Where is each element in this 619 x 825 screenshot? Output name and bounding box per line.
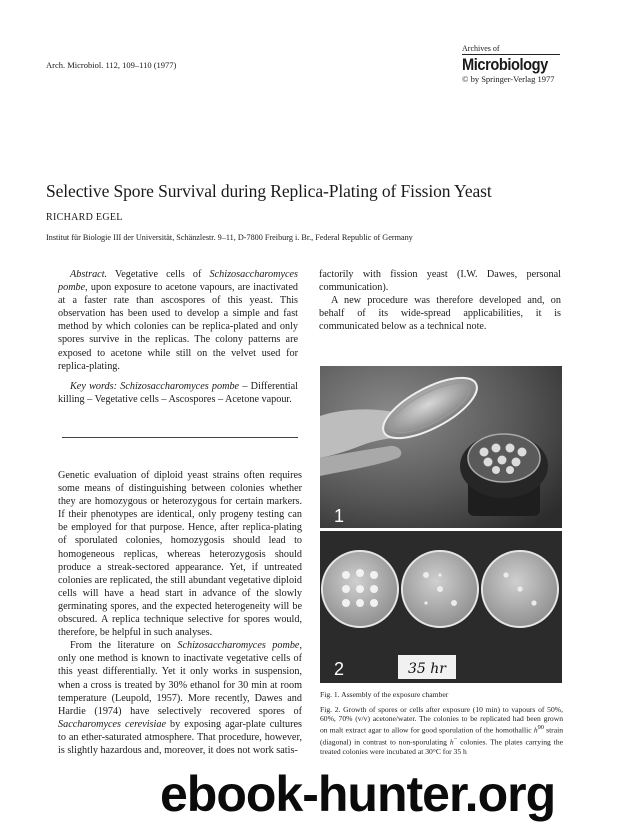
section-divider	[62, 437, 298, 438]
caption-strain: h	[449, 737, 454, 747]
keywords-paragraph	[58, 380, 298, 406]
caption-superscript: 90	[537, 724, 544, 732]
keywords-species: Schizosaccharomyces pombe	[117, 380, 240, 392]
abstract-label: Abstract.	[70, 269, 108, 280]
figure-2-photo	[320, 531, 562, 683]
figure-2-caption	[320, 705, 563, 756]
body-text: , only one method is known to inactivate vegetative cells of this yeast differentially. Yet it only works in suspension, when a cross is treated by 30% ethanol for 30 min at room temperature (Leupold, 1957). More recently, Dawes and Hardie (1974) have selectively recovered spores of	[58, 640, 302, 717]
agar-plates-image	[320, 531, 562, 683]
article-title: Selective Spore Survival during Replica-Plating of Fission Yeast	[46, 181, 492, 201]
body-right-column	[319, 268, 561, 333]
body-species: Schizosaccharomyces pombe	[177, 640, 300, 652]
body-paragraph-4: A new procedure was therefore developed and, on behalf of its wide-spread applicabilities, it is communicated below as a technical note.	[319, 295, 561, 333]
keywords-label: Key words:	[70, 380, 117, 392]
author-affiliation: Institut für Biologie III der Universität, Schänzlestr. 9–11, D-7800 Freiburg i. Br., Federal Republic of Germany	[46, 233, 413, 242]
article-author: RICHARD EGEL	[46, 212, 123, 223]
body-text: by exposing agar-plate cultures to an ether-saturated atmosphere. That procedure, however, is slightly hazardous and, moreover, it does not work satis-	[58, 718, 302, 756]
caption-strain: h	[533, 725, 538, 735]
abstract-text: , upon exposure to acetone vapours, are inactivated at a faster rate than ascospores of this yeast. This observation has been used to develop a simple and fast method by which colonies can be replica-plated and only spores survive in the replicas. The colony patterns are exposed to acetone while still on the velvet used for replica-plating.	[58, 282, 298, 372]
journal-logo	[462, 44, 572, 84]
body-species: Saccharomyces cerevisiae	[58, 718, 166, 730]
watermark-text: ebook-hunter.org	[160, 766, 556, 822]
caption-text: strain (diagonal) in contrast to non-sporulating	[320, 725, 563, 747]
caption-superscript: −	[453, 736, 458, 744]
abstract-text: Vegetative cells of	[107, 269, 210, 280]
body-paragraph-3: factorily with fission yeast (I.W. Dawes, personal communication).	[319, 269, 561, 294]
abstract-species: Schizosaccharomyces pombe	[58, 269, 298, 294]
body-paragraph-1: Genetic evaluation of diploid yeast strains often requires some means of distinguishing between colonies whether they are homozygous or heterozygous for certain markers. If their phenotypes are identical, only progeny testing can be employed for that purpose. Hence, after replica-plating of sporulated colonies, homozygosis should lead to homogeneous replicas, whereas heterozygosis should produce a streak-sectored appearance. Yet, if untreated colonies are replicated, the still abundant vegetative diploid cells will have a head start in advance of the slowly germinating spores, and the expected heterogeneity will be obscured. A replica technique selective for spores would, therefore, be helpful in such analyses.	[58, 470, 302, 639]
abstract-paragraph	[58, 268, 298, 373]
panel-2-label: 2	[334, 659, 345, 679]
journal-name: Microbiology	[462, 55, 548, 74]
abstract-block	[58, 268, 298, 406]
journal-citation: Arch. Microbiol. 112, 109–110 (1977)	[46, 60, 177, 70]
copyright-line: © by Springer-Verlag 1977	[462, 74, 555, 84]
journal-archives-label: Archives of	[462, 44, 560, 55]
body-left-column	[58, 469, 302, 757]
plate-time-label: 35 hr	[408, 661, 446, 677]
body-paragraph-2	[58, 639, 302, 757]
caption-text: Fig. 2. Growth of spores or cells after exposure (10 min) to vapours of 50%, 60%, 70% (v/v) acetone/water. The colonies to be replicated had been grown on malt extract agar to allow for good sporulation of the homothallic	[320, 705, 563, 735]
keywords-text: – Differential killing – Vegetative cells – Ascospores – Acetone vapour.	[58, 380, 298, 405]
exposure-chamber-image	[320, 366, 562, 528]
figure-1-caption: Fig. 1. Assembly of the exposure chamber	[320, 690, 449, 699]
figure-1-photo	[320, 366, 562, 528]
caption-text: colonies. The plates carrying the treated colonies were incubated at 30°C for 35 h	[320, 737, 564, 756]
panel-1-label: 1	[334, 506, 345, 526]
body-text: From the literature on	[70, 640, 178, 652]
